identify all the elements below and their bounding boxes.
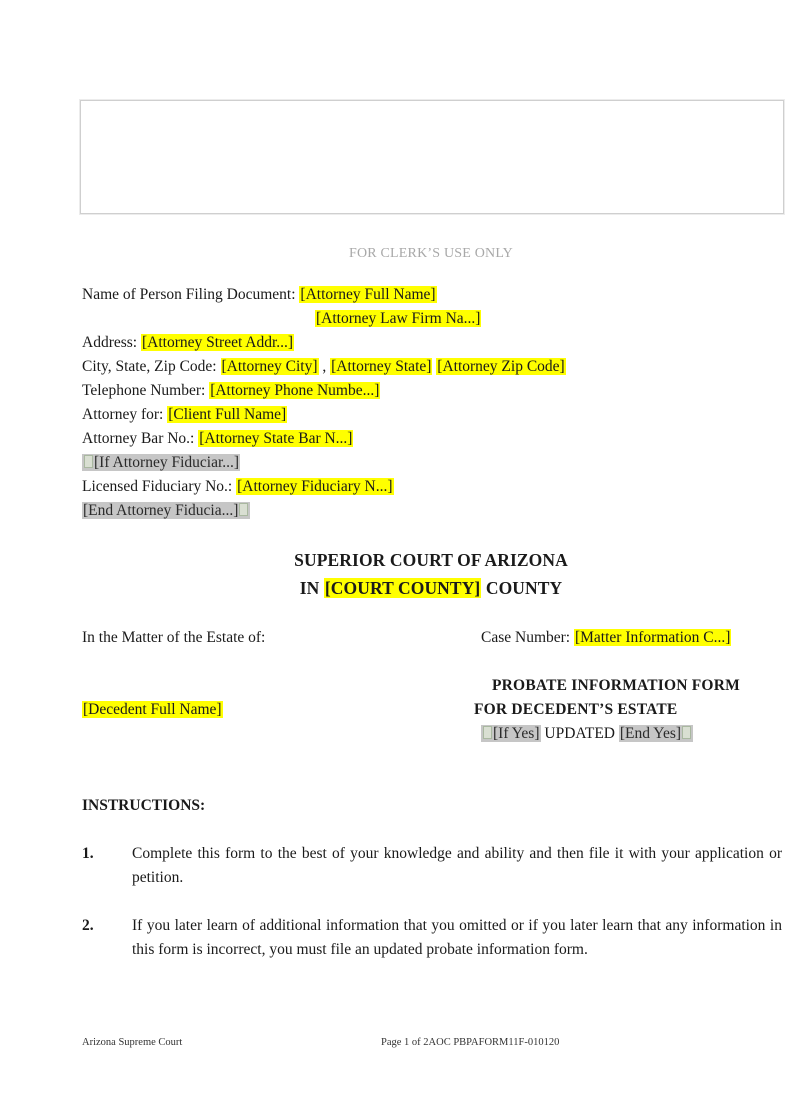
filer-firm-row xyxy=(315,309,481,329)
case-number-field[interactable]: [Matter Information C...] xyxy=(574,629,731,646)
if-attorney-fiduciary-conditional[interactable] xyxy=(82,454,240,471)
content-control-start-icon xyxy=(84,455,93,468)
end-attorney-fiduciary-conditional[interactable] xyxy=(82,502,250,519)
instruction-1-text: Complete this form to the best of your knowledge and ability and then file it with your application or petition. xyxy=(132,845,782,886)
filer-name-label: Name of Person Filing Document: xyxy=(82,286,296,303)
phone-label: Telephone Number: xyxy=(82,382,206,399)
fiduciary-number-label: Licensed Fiduciary No.: xyxy=(82,478,233,495)
if-fiduciary-row xyxy=(82,453,240,473)
footer-page-info: Page 1 of 2AOC PBPAFORM11F-010120 xyxy=(381,1037,560,1048)
case-number-label: Case Number: xyxy=(481,629,571,646)
instructions-heading: INSTRUCTIONS: xyxy=(82,797,206,814)
city-state-separator: , xyxy=(318,358,331,375)
bar-number-row xyxy=(82,429,353,449)
city-state-zip-label: City, State, Zip Code: xyxy=(82,358,217,375)
end-fiduciary-row xyxy=(82,501,250,521)
client-full-name-field[interactable]: [Client Full Name] xyxy=(168,406,287,423)
attorney-city-field[interactable]: [Attorney City] xyxy=(221,358,318,375)
attorney-zip-field[interactable]: [Attorney Zip Code] xyxy=(437,358,565,375)
court-county-field[interactable]: [COURT COUNTY] xyxy=(324,578,481,598)
content-control-end-icon xyxy=(239,503,248,516)
end-yes-conditional[interactable] xyxy=(619,725,693,742)
filer-name-row xyxy=(82,285,437,305)
attorney-bar-number-field[interactable]: [Attorney State Bar N...] xyxy=(199,430,353,447)
attorney-fiduciary-number-field[interactable]: [Attorney Fiduciary N...] xyxy=(237,478,393,495)
attorney-law-firm-field[interactable]: [Attorney Law Firm Na...] xyxy=(316,310,481,327)
address-row xyxy=(82,333,294,353)
footer-left: Arizona Supreme Court xyxy=(82,1037,183,1048)
decedent-full-name-field[interactable]: [Decedent Full Name] xyxy=(83,701,222,718)
court-county-suffix: COUNTY xyxy=(481,578,563,598)
if-yes-text: [If Yes] xyxy=(493,725,540,742)
instruction-1-number: 1. xyxy=(82,845,94,862)
end-attorney-fiduciary-text: [End Attorney Fiducia...] xyxy=(83,502,239,519)
court-title-line2 xyxy=(0,576,800,600)
if-yes-conditional[interactable] xyxy=(481,725,541,742)
form-title-line2: FOR DECEDENT’S ESTATE xyxy=(474,701,678,718)
estate-of-label: In the Matter of the Estate of: xyxy=(82,629,266,646)
address-label: Address: xyxy=(82,334,138,351)
form-title-line1: PROBATE INFORMATION FORM xyxy=(492,677,740,694)
bar-number-label: Attorney Bar No.: xyxy=(82,430,195,447)
attorney-for-row xyxy=(82,405,287,425)
instruction-2-number: 2. xyxy=(82,917,94,934)
court-in-prefix: IN xyxy=(299,578,324,598)
attorney-for-label: Attorney for: xyxy=(82,406,164,423)
instruction-2-text: If you later learn of additional information that you omitted or if you later learn that any information in this form is incorrect, you must file an updated probate information form. xyxy=(132,917,782,958)
if-attorney-fiduciary-text: [If Attorney Fiduciar...] xyxy=(94,454,240,471)
attorney-street-address-field[interactable]: [Attorney Street Addr...] xyxy=(141,334,294,351)
attorney-full-name-field[interactable]: [Attorney Full Name] xyxy=(300,286,436,303)
phone-row xyxy=(82,381,380,401)
content-control-end-icon xyxy=(682,726,691,739)
court-title-line1: SUPERIOR COURT OF ARIZONA xyxy=(294,550,568,570)
clerk-use-box xyxy=(80,100,784,214)
clerk-use-label: FOR CLERK’S USE ONLY xyxy=(348,246,513,261)
city-state-zip-row xyxy=(82,357,566,377)
end-yes-text: [End Yes] xyxy=(619,725,682,742)
fiduciary-number-row xyxy=(82,477,394,497)
updated-row xyxy=(481,724,693,744)
attorney-phone-field[interactable]: [Attorney Phone Numbe...] xyxy=(210,382,380,399)
decedent-row xyxy=(82,700,223,720)
case-number-row xyxy=(481,628,731,648)
attorney-state-field[interactable]: [Attorney State] xyxy=(331,358,432,375)
updated-text: UPDATED xyxy=(540,725,619,742)
content-control-start-icon xyxy=(483,726,492,739)
